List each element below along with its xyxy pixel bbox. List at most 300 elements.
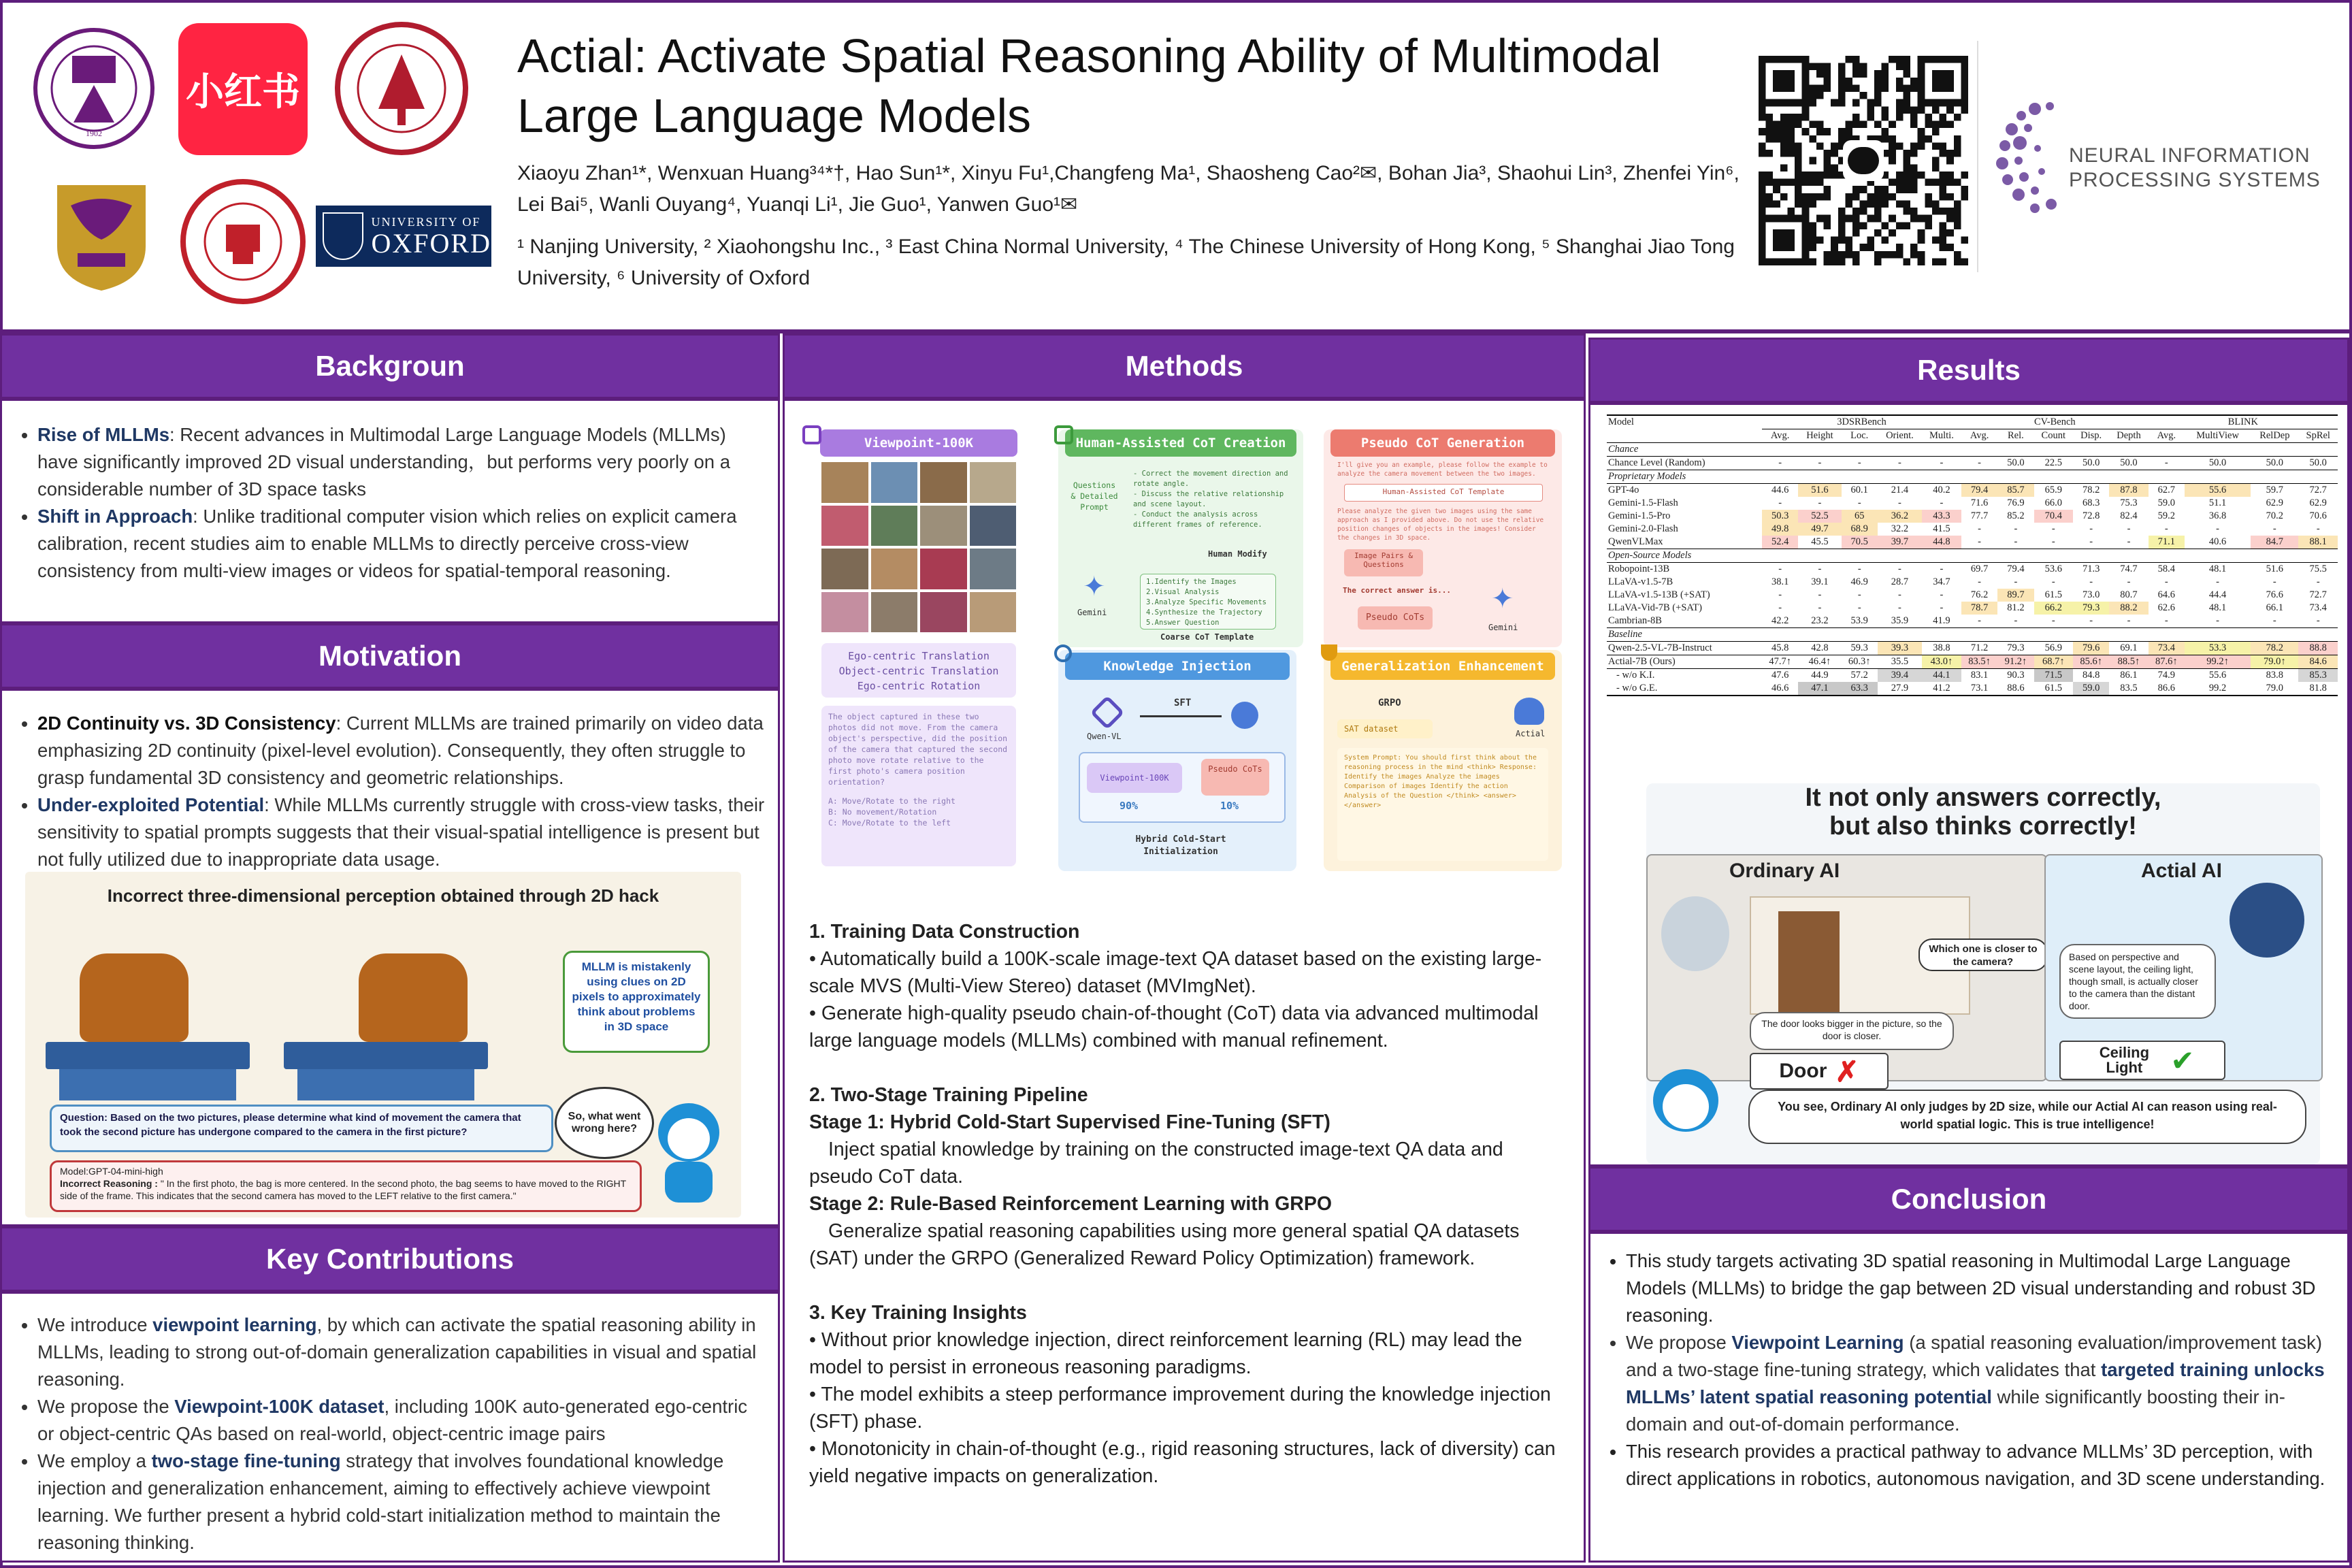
col-header-empty — [1607, 429, 1762, 443]
question-box: Question: Based on the two pictures, please determine what kind of movement the camera that took the second picture has undergone compared to the camera in the first picture? — [50, 1105, 553, 1152]
table-section-label: Baseline — [1607, 628, 2338, 642]
table-cell: - — [2051, 523, 2055, 534]
table-cell: 78.2 — [2251, 642, 2298, 655]
human-modify: Human Modify — [1208, 549, 1267, 559]
table-cell: 69.7 — [1970, 564, 1989, 574]
table-cell: 59.0 — [2157, 497, 2176, 508]
table-cell: 60.1 — [1850, 485, 1868, 495]
table-cell: 42.2 — [1771, 615, 1789, 626]
table-cell: 48.1 — [2208, 602, 2227, 613]
table-cell: 51.6 — [1798, 484, 1841, 497]
contribution-item: • We employ a two-stage fine-tuning strategy that involves foundational knowledge injection and generalization enhancement, aiming to effectively achieve viewpoint learning. We further present a hybrid cold-start initialization method to maintain the reasoning thinking. — [37, 1448, 767, 1556]
stage1-text: Inject spatial knowledge by training on the constructed image-text QA data and pseudo CoT data. — [809, 1139, 1503, 1188]
group-3dsr: 3DSRBench — [1762, 415, 1961, 429]
table-cell: - — [1778, 589, 1782, 600]
table-cell: 46.9 — [1850, 576, 1868, 587]
table-cell: 75.3 — [2120, 497, 2138, 508]
reasoning-text: " In the first photo, the bag is more centered. In the second photo, the bag seems to have moved to the RIGHT side of the frame. This indicates that the second camera has moved to the LEFT relative to the first camera." — [60, 1178, 626, 1201]
col-header: Multi. — [1929, 430, 1954, 441]
table-cell: 55.6 — [2185, 484, 2251, 497]
table-cell: 84.8 — [2082, 670, 2100, 681]
table-cell: 65 — [1842, 510, 1878, 523]
table-cell: 72.7 — [2309, 485, 2327, 495]
search-icon — [1054, 644, 1072, 662]
table-cell-model: LLaVA-v1.5-13B (+SAT) — [1608, 589, 1710, 600]
table-cell: 27.9 — [1891, 683, 1909, 693]
methods-sec3-title: 3. Key Training Insights — [809, 1302, 1027, 1324]
col-header: Depth — [2117, 430, 2141, 441]
ceiling-answer: Ceiling Light ✔ — [2059, 1041, 2225, 1080]
table-cell: 50.0 — [2208, 457, 2227, 468]
table-cell-model: Qwen-2.5-VL-7B-Instruct — [1608, 642, 1712, 653]
table-cell: 39.3 — [1878, 642, 1922, 655]
table-cell: 50.0 — [2309, 457, 2327, 468]
table-cell: 79.0↑ — [2251, 655, 2298, 669]
thought-bubble: So, what went wrong here? — [555, 1087, 654, 1159]
col-model: Model — [1608, 416, 1634, 428]
wechat-icon — [1843, 140, 1884, 181]
table-cell: - — [2216, 523, 2220, 534]
motivation-body — [0, 689, 780, 1226]
methods-sec2-title: 2. Two-Stage Training Pipeline — [809, 1084, 1088, 1106]
table-cell: 73.1 — [1970, 683, 1989, 693]
col-header: Rel. — [2008, 430, 2024, 441]
table-row — [1607, 523, 2338, 536]
table-cell: 79.3 — [2073, 602, 2109, 615]
gemini-icon: ✦ — [1083, 572, 1106, 602]
table-cell: 72.8 — [2082, 510, 2100, 521]
table-cell: 99.2↑ — [2185, 655, 2251, 669]
neurips-logo — [1987, 95, 2328, 218]
table-cell: 49.7 — [1798, 523, 1841, 536]
table-cell: 46.6 — [1771, 683, 1789, 693]
table-cell: 38.1 — [1771, 576, 1789, 587]
table-cell: 39.4 — [1878, 669, 1922, 683]
background-item: • Rise of MLLMs: Recent advances in Multimodal Large Language Models (MLLMs) have significantly improved 2D visual understanding，but performs very poorly on a considerable number of 3D space tasks — [37, 421, 767, 503]
actial-note: Based on perspective and scene layout, the ceiling light, though small, is actually closer to the camera than the distant door. — [2059, 944, 2216, 1019]
table-cell: 84.7 — [2251, 536, 2298, 549]
table-cell: 47.6 — [1771, 670, 1789, 681]
table-cell: 53.6 — [2044, 564, 2062, 574]
pcots-box: Pseudo CoTs — [1201, 759, 1269, 796]
table-cell: - — [2014, 615, 2018, 626]
sft-arrow — [1140, 715, 1222, 717]
table-cell: - — [1940, 564, 1944, 574]
table-cell: - — [2316, 615, 2320, 626]
table-cell: 44.9 — [1811, 670, 1829, 681]
table-section-row — [1607, 628, 2338, 642]
methods-sec1-line: • Automatically build a 100K-scale image-text QA dataset based on the existing large-scale MVS (Multi-View Stereo) dataset (MVImgNet). — [809, 948, 1542, 997]
table-cell: 68.3 — [2082, 497, 2100, 508]
mllm-bubble: MLLM is mistakenly using clues on 2D pixels to approximately think about problems in 3D space — [563, 951, 710, 1053]
table-section-row — [1607, 470, 2338, 484]
table-cell: 43.3 — [1922, 510, 1961, 523]
table-cell: - — [1857, 564, 1861, 574]
table-cell: - — [1978, 615, 1981, 626]
table-cell: 48.1 — [2208, 564, 2227, 574]
background-item: • Shift in Approach: Unlike traditional computer vision which relies on explicit camera calibration, recent studies aim to enable MLLMs to directly perceive cross-view consistency from multi-view images or videos for spatial-temporal reasoning. — [37, 503, 767, 585]
table-cell: 83.5↑ — [1961, 655, 1997, 669]
table-cell: - — [1897, 602, 1901, 613]
table-cell: 85.6↑ — [2073, 655, 2109, 669]
table-cell: - — [1778, 602, 1782, 613]
table-cell: 44.1 — [1922, 669, 1961, 683]
table-cell: 90.3 — [2007, 670, 2025, 681]
table-row — [1607, 682, 2338, 696]
table-cell: 79.4 — [2007, 564, 2025, 574]
table-cell: - — [2272, 576, 2276, 587]
table-cell: 71.3 — [2082, 564, 2100, 574]
trophy-icon — [1321, 644, 1337, 661]
xhs-logo — [178, 23, 308, 155]
table-cell: 68.7↑ — [2034, 655, 2073, 669]
table-cell: 66.1 — [2266, 602, 2284, 613]
table-cell-model: Robopoint-13B — [1608, 564, 1670, 574]
table-cell: 43.0↑ — [1922, 655, 1961, 669]
table-cell: 62.6 — [2157, 602, 2176, 613]
table-cell: 63.3 — [1842, 682, 1878, 696]
table-cell: - — [2089, 536, 2093, 547]
xhs-text: 小红书 — [186, 70, 300, 114]
table-cell: 73.4 — [2149, 642, 2185, 655]
system-prompt: System Prompt: You should first think about the reasoning process in the mind <think> Response: Identify the images Analyze the images Comparison of images Identify the action Analysis of the Question </think> <answer> </answer> — [1337, 748, 1548, 861]
table-cell: 71.6 — [1970, 497, 1989, 508]
methods-sec1-line: • Generate high-quality pseudo chain-of-thought (CoT) data via advanced multimodal large language models (MLLMs) combined with manual refinement. — [809, 1002, 1539, 1051]
bag-image-2 — [284, 940, 488, 1103]
col-header: MultiView — [2196, 430, 2239, 441]
group-blink: BLINK — [2149, 415, 2338, 429]
cross-icon: ✗ — [1835, 1055, 1859, 1088]
table-section-label: Proprietary Models — [1607, 470, 2338, 484]
sat-box: SAT dataset — [1337, 719, 1433, 738]
table-cell: 85.7 — [1997, 484, 2034, 497]
methods-sec3-line: • Monotonicity in chain-of-thought (e.g., rigid reasoning structures, lack of diversity) can yield negative impacts on generalization. — [809, 1438, 1556, 1487]
ordinary-note: The door looks bigger in the picture, so the door is closer. — [1750, 1012, 1954, 1050]
table-cell: 51.6 — [2266, 564, 2284, 574]
table-cell: 41.2 — [1933, 683, 1950, 693]
results-body — [1588, 403, 2349, 1166]
methods-sec3-line: • Without prior knowledge injection, direct reinforcement learning (RL) may lead the model to persist in erroneous reasoning paradigms. — [809, 1329, 1522, 1378]
table-cell: - — [1978, 523, 1981, 534]
table-cell: 84.6 — [2298, 655, 2338, 669]
table-cell: 61.5 — [2044, 589, 2062, 600]
comic-bottom-text: You see, Ordinary AI only judges by 2D size, while our Actial AI can reason using real-world spatial logic. This is true intelligence! — [1748, 1090, 2306, 1144]
human-icon — [1054, 425, 1073, 444]
door-answer: Door ✗ — [1750, 1053, 1889, 1090]
table-cell: 50.0 — [2120, 457, 2138, 468]
table-row — [1607, 669, 2338, 683]
table-cell: - — [2051, 536, 2055, 547]
background-body — [0, 399, 780, 623]
vp-box: Viewpoint-100K — [1087, 763, 1182, 793]
table-cell: 87.8 — [2109, 484, 2148, 497]
ecnu-logo — [333, 20, 470, 157]
qwen-label: Qwen-VL — [1087, 732, 1122, 741]
table-cell: - — [2127, 536, 2131, 547]
table-cell: 89.7 — [1997, 589, 2034, 602]
oxford-logo — [316, 206, 491, 267]
table-cell: 44.6 — [1771, 485, 1789, 495]
results-table — [1607, 414, 2338, 696]
poster-title: Actial: Activate Spatial Reasoning Ability of Multimodal Large Language Models — [517, 29, 1661, 142]
table-section-row — [1607, 549, 2338, 563]
col-header: RelDep — [2259, 430, 2290, 441]
table-cell: 73.0 — [2082, 589, 2100, 600]
table-cell: 88.1 — [2298, 536, 2338, 549]
vp-question: The object captured in these two photos did not move. From the camera object's perspective, did the position of the camera that captured the second photo move rotate relative to the first photo's camera position orientation? A: Move/Rotate to the right B: No movement/Rotation C: Move/Rotate to the left — [821, 706, 1016, 866]
table-cell-model: Gemini-1.5-Pro — [1608, 510, 1671, 521]
pseudo-note: Please analyze the given two images using the same approach as I provided above. Do not use the relative position changes of objects in the images! Consider the changes in 3D space. — [1337, 508, 1544, 542]
table-cell-model: Actial-7B (Ours) — [1608, 656, 1676, 667]
table-cell: - — [1978, 576, 1981, 587]
nju-year: 1902 — [86, 129, 102, 138]
table-cell: 82.4 — [2120, 510, 2138, 521]
table-row — [1607, 576, 2338, 589]
table-cell: 80.7 — [2120, 589, 2138, 600]
gemini-label: Gemini — [1077, 608, 1107, 617]
table-cell: 57.2 — [1850, 670, 1868, 681]
table-cell: 68.9 — [1842, 523, 1878, 536]
oxford-main: OXFORD — [371, 227, 491, 259]
table-cell: - — [2127, 576, 2131, 587]
table-cell-model: LLaVA-v1.5-7B — [1608, 576, 1673, 587]
knowledge-title: Knowledge Injection — [1065, 653, 1290, 680]
cuhk-logo — [50, 178, 152, 294]
table-cell: 59.0 — [2073, 682, 2109, 696]
motivation-heading: Motivation — [0, 623, 780, 689]
table-cell: 70.2 — [2266, 510, 2284, 521]
table-cell: - — [1897, 497, 1901, 508]
col-header: Avg. — [1970, 430, 1989, 441]
table-cell: 76.9 — [2007, 497, 2025, 508]
table-cell: 66.2 — [2034, 602, 2073, 615]
table-cell: 38.8 — [1933, 642, 1950, 653]
table-cell: 71.2 — [1970, 642, 1989, 653]
table-cell: 47.7↑ — [1769, 656, 1791, 667]
table-cell: 22.5 — [2044, 457, 2062, 468]
table-cell: 34.7 — [1933, 576, 1950, 587]
table-cell: 46.4↑ — [1808, 656, 1831, 667]
table-cell: 86.6 — [2157, 683, 2176, 693]
oxford-crest-icon — [323, 212, 363, 260]
header-divider — [1977, 41, 1978, 272]
table-cell: 23.2 — [1811, 615, 1829, 626]
table-cell: 62.9 — [2309, 497, 2327, 508]
table-cell-model: Gemini-2.0-Flash — [1608, 523, 1678, 534]
table-cell: 62.9 — [2266, 497, 2284, 508]
table-cell: - — [2014, 536, 2018, 547]
table-cell: 78.2 — [2082, 485, 2100, 495]
contributions-body — [0, 1292, 780, 1563]
robot-icon — [1514, 698, 1544, 725]
table-cell: 79.4 — [1961, 484, 1997, 497]
table-cell: - — [2051, 615, 2055, 626]
pseudo-title: Pseudo CoT Generation — [1330, 429, 1555, 457]
table-cell: 59.2 — [2157, 510, 2176, 521]
table-cell: 44.4 — [2208, 589, 2227, 600]
table-cell: 79.3 — [2007, 642, 2025, 653]
robot-blue-icon — [2230, 883, 2304, 958]
table-cell: 88.8 — [2298, 642, 2338, 655]
viewpoint-icon — [802, 425, 821, 444]
table-cell: - — [1940, 457, 1944, 468]
grpo-label: GRPO — [1378, 698, 1401, 708]
table-cell: 36.2 — [1878, 510, 1922, 523]
pairs-box: Image Pairs & Questions — [1344, 549, 1423, 576]
table-cell: 75.5 — [2309, 564, 2327, 574]
human-title: Human-Assisted CoT Creation — [1065, 429, 1296, 457]
oxford-top: UNIVERSITY OF — [371, 214, 481, 229]
doraemon-icon-2 — [1653, 1069, 1721, 1158]
methods-diagram — [793, 425, 1575, 902]
table-cell: 50.0 — [2007, 457, 2025, 468]
table-cell: 83.5 — [2120, 683, 2138, 693]
table-cell: 87.6↑ — [2149, 655, 2185, 669]
table-cell: 77.7 — [1970, 510, 1989, 521]
affiliations: ¹ Nanjing University, ² Xiaohongshu Inc., ³ East China Normal University, ⁴ The Chinese University of Hong Kong, ⁵ Shanghai Jiao Tong University, ⁶ University of Oxford — [517, 235, 1735, 289]
table-cell: - — [1818, 602, 1822, 613]
qr-code[interactable] — [1759, 56, 1968, 265]
results-heading: Results — [1588, 338, 2349, 403]
table-cell: 41.9 — [1933, 615, 1950, 626]
methods-body — [783, 399, 1586, 1563]
table-cell-model: GPT-4o — [1608, 485, 1639, 495]
actial-ai-label: Actial AI — [2141, 860, 2222, 882]
table-cell: - — [1818, 457, 1822, 468]
table-row — [1607, 615, 2338, 628]
table-cell: - — [2164, 523, 2168, 534]
table-cell: 53.3 — [2185, 642, 2251, 655]
general-title: Generalization Enhancement — [1330, 653, 1555, 680]
table-cell: - — [1978, 457, 1981, 468]
comic-title-2: but also thinks correctly! — [1829, 812, 2137, 840]
stage2-text: Generalize spatial reasoning capabilities using more general spatial QA datasets (SAT) under the GRPO (Generalized Reward Policy Optimization) framework. — [809, 1220, 1520, 1269]
table-cell: 45.8 — [1771, 642, 1789, 653]
table-cell: - — [1857, 589, 1861, 600]
table-cell: 52.5 — [1798, 510, 1841, 523]
robot-gray-icon — [1661, 896, 1729, 971]
table-row — [1607, 602, 2338, 615]
table-cell: 35.5 — [1891, 656, 1909, 667]
table-cell: - — [2014, 576, 2018, 587]
table-section-row — [1607, 443, 2338, 457]
table-cell: - — [1778, 457, 1782, 468]
neurips-line2: PROCESSING SYSTEMS — [2069, 169, 2321, 191]
table-cell: - — [1818, 589, 1822, 600]
table-cell: - — [2216, 615, 2220, 626]
table-cell-model: Gemini-1.5-Flash — [1608, 497, 1678, 508]
vp-tasks: Ego-centric Translation Object-centric Translation Ego-centric Rotation — [821, 643, 1016, 698]
table-cell: 79.6 — [2073, 642, 2109, 655]
motivation-item: • 2D Continuity vs. 3D Consistency: Current MLLMs are trained primarily on video data emphasizing 2D continuity (pixel-level evolution). Consequently, they often struggle to grasp fundamental 3D consistency and geometric relationships. — [37, 710, 767, 791]
background-heading: Backgroun — [0, 333, 780, 399]
table-cell: 74.9 — [2157, 670, 2176, 681]
table-cell: 56.9 — [2044, 642, 2062, 653]
table-row — [1607, 563, 2338, 576]
table-cell: 86.1 — [2120, 670, 2138, 681]
table-cell: 59.7 — [2266, 485, 2284, 495]
gemini-icon-2: ✦ — [1491, 584, 1514, 614]
methods-heading: Methods — [783, 333, 1586, 399]
col-header: SpRel — [2306, 430, 2330, 441]
table-cell: 28.7 — [1891, 576, 1909, 587]
table-cell: 58.4 — [2157, 564, 2176, 574]
col-header: Avg. — [1770, 430, 1790, 441]
table-cell: - — [1897, 457, 1901, 468]
col-header: Count — [2041, 430, 2065, 441]
table-cell: - — [2127, 523, 2131, 534]
human-questions: Questions & Detailed Prompt — [1071, 480, 1118, 512]
table-cell: - — [1857, 602, 1861, 613]
bag-image-1 — [46, 940, 250, 1103]
conclusion-item: • We propose Viewpoint Learning (a spatial reasoning evaluation/improvement task) and a two-stage fine-tuning strategy, which validates that targeted training unlocks MLLMs’ latent spatial reasoning potential while significantly boosting their in-domain and out-of-domain performance. — [1626, 1329, 2336, 1438]
table-row — [1607, 457, 2338, 470]
table-cell: 39.1 — [1811, 576, 1829, 587]
vp-pct: 90% — [1120, 800, 1139, 812]
comic-figure — [1646, 783, 2320, 1164]
methods-text — [809, 918, 1571, 1490]
table-cell: 40.6 — [2208, 536, 2227, 547]
conclusion-body — [1588, 1232, 2349, 1563]
contribution-item: • We introduce viewpoint learning, by which can activate the spatial reasoning ability in MLLMs, leading to strong out-of-domain generalization capabilities in visual and spatial reasoning. — [37, 1311, 767, 1393]
table-cell: - — [1857, 457, 1861, 468]
table-row — [1607, 655, 2338, 669]
motivation-item: • Under-exploited Potential: While MLLMs currently struggle with cross-view tasks, their sensitivity to spatial prompts suggests that their visual-spatial intelligence is present but not fully utilized due to inappropriate data usage. — [37, 791, 767, 873]
table-cell: 39.7 — [1878, 536, 1922, 549]
table-cell: 73.4 — [2309, 602, 2327, 613]
contributions-heading: Key Contributions — [0, 1226, 780, 1292]
table-cell: - — [2089, 576, 2093, 587]
reasoning-box — [50, 1160, 642, 1212]
table-cell: 71.1 — [2149, 536, 2185, 549]
table-cell: 70.4 — [2034, 510, 2073, 523]
reasoning-label: Incorrect Reasoning : — [60, 1178, 161, 1189]
table-cell: - — [2051, 576, 2055, 587]
pseudo-prompt: I'll give you an example, please follow the example to analyze the camera movement between the two images. — [1337, 461, 1548, 478]
table-cell: 70.6 — [2309, 510, 2327, 521]
table-cell: 88.2 — [2109, 602, 2148, 615]
table-cell: - — [2089, 523, 2093, 534]
table-section-label: Chance — [1607, 443, 2338, 457]
image-grid — [821, 462, 1016, 632]
col-header: Height — [1806, 430, 1833, 441]
table-section-label: Open-Source Models — [1607, 549, 2338, 563]
table-cell-model: QwenVLMax — [1608, 536, 1663, 547]
actial-panel — [2044, 854, 2323, 1081]
table-cell: - — [1857, 497, 1861, 508]
table-cell: 83.1 — [1970, 670, 1989, 681]
pseudo-cots-box: Pseudo CoTs — [1358, 606, 1433, 630]
pseudo-template: Human-Assisted CoT Template — [1344, 484, 1543, 502]
table-cell: 88.5↑ — [2109, 655, 2148, 669]
conclusion-item: • This research provides a practical pathway to advance MLLMs’ 3D perception, with direct applications in robotics, autonomous navigation, and 3D scene understanding. — [1626, 1438, 2336, 1492]
hybrid-label: Hybrid Cold-Start Initialization — [1135, 834, 1226, 857]
motivation-figure — [25, 872, 741, 1218]
table-cell: 88.6 — [2007, 683, 2025, 693]
conclusion-item: • This study targets activating 3D spatial reasoning in Multimodal Large Language Models (MLLMs) to bridge the gap between 2D visual understanding and robust 3D reasoning. — [1626, 1247, 2336, 1329]
table-cell: - — [2216, 576, 2220, 587]
col-header: Disp. — [2080, 430, 2102, 441]
table-cell: 76.6 — [2266, 589, 2284, 600]
table-cell: 50.0 — [2082, 457, 2100, 468]
col-header: Loc. — [1850, 430, 1869, 441]
table-cell: - — [2272, 523, 2276, 534]
check-icon: ✔ — [2170, 1044, 2195, 1077]
table-cell: 79.0 — [2266, 683, 2284, 693]
authors: Xiaoyu Zhan¹*, Wenxuan Huang³⁴*†, Hao Sun¹*, Xinyu Fu¹,Changfeng Ma¹, Shaosheng Cao²✉, Bohan Jia³, Shaohui Lin³, Zhenfei Yin⁶, Lei Bai⁵, Wanli Ouyang⁴, Yuanqi Li¹, Jie Guo¹, Yanwen Guo¹✉ — [517, 162, 1740, 216]
table-row — [1607, 536, 2338, 549]
table-cell: 91.2↑ — [1997, 655, 2034, 669]
